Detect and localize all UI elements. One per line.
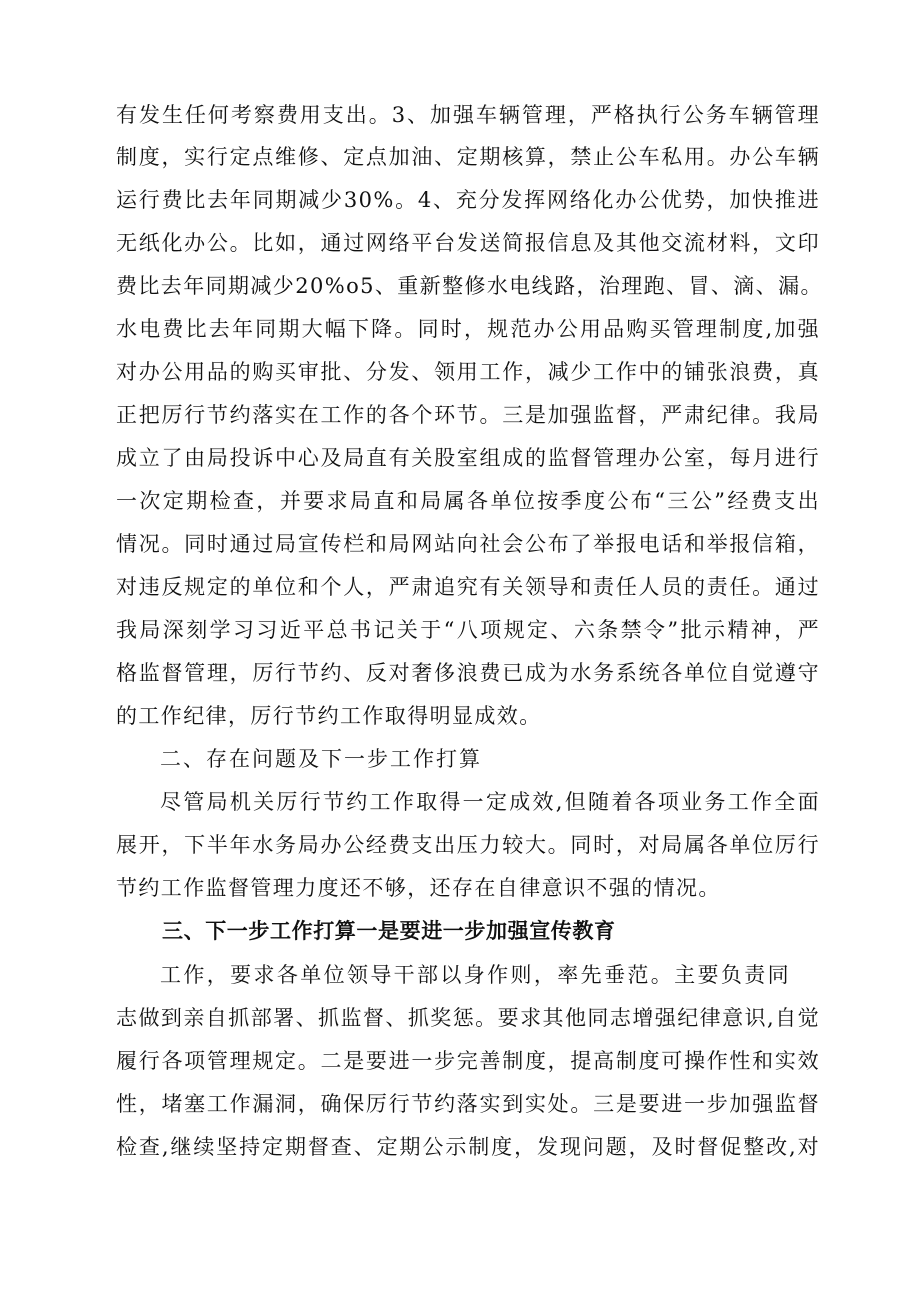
paragraph-line: 正把厉行节约落实在工作的各个环节。三是加强监督，严肃纪律。我局: [116, 403, 820, 427]
paragraph-line: 格监督管理，厉行节约、反对奢侈浪费已成为水务系统各单位自觉遵守: [116, 661, 820, 685]
paragraph-line: 志做到亲自抓部署、抓监督、抓奖惩。要求其他同志增强纪律意识,自觉: [116, 1006, 820, 1030]
paragraph-line: 情况。同时通过局宣传栏和局网站向社会公布了举报电话和举报信箱，: [116, 532, 820, 556]
paragraph-line: 无纸化办公。比如，通过网络平台发送简报信息及其他交流材料，文印: [116, 231, 820, 255]
paragraph-line: 运行费比去年同期减少30%。4、充分发挥网络化办公优势，加快推进: [116, 188, 820, 212]
section-heading-2: 二、存在问题及下一步工作打算: [160, 747, 482, 771]
paragraph-line: 一次定期检查，并要求局直和局属各单位按季度公布“三公”经费支出: [116, 489, 820, 513]
paragraph-line: 有发生任何考察费用支出。3、加强车辆管理，严格执行公务车辆管理: [116, 103, 820, 127]
paragraph-line: 水电费比去年同期大幅下降。同时，规范办公用品购买管理制度,加强: [116, 317, 820, 341]
paragraph-line: 制度，实行定点维修、定点加油、定期核算，禁止公车私用。办公车辆: [116, 145, 820, 169]
section-heading-3: 三、下一步工作打算一是要进一步加强宣传教育: [162, 919, 616, 943]
paragraph-line: 费比去年同期减少20%o5、重新整修水电线路，治理跑、冒、滴、漏。: [116, 274, 823, 298]
paragraph-line: 对办公用品的购买审批、分发、领用工作，减少工作中的铺张浪费，真: [116, 360, 820, 384]
paragraph-line: 的工作纪律，厉行节约工作取得明显成效。: [116, 704, 542, 728]
paragraph-line: 检查,继续坚持定期督查、定期公示制度，发现问题，及时督促整改,对: [116, 1135, 820, 1159]
paragraph-line: 我局深刻学习习近平总书记关于“八项规定、六条禁令”批示精神，严: [116, 618, 820, 642]
paragraph-line: 性，堵塞工作漏洞，确保厉行节约落实到实处。三是要进一步加强监督: [116, 1092, 820, 1116]
paragraph-line: 工作，要求各单位领导干部以身作则，率先垂范。主要负责同: [160, 963, 790, 987]
paragraph-line: 展开，下半年水务局办公经费支出压力较大。同时，对局属各单位厉行: [116, 833, 820, 857]
paragraph-line: 履行各项管理规定。二是要进一步完善制度，提高制度可操作性和实效: [116, 1049, 820, 1073]
paragraph-line: 成立了由局投诉中心及局直有关股室组成的监督管理办公室，每月进行: [116, 446, 820, 470]
paragraph-line: 节约工作监督管理力度还不够，还存在自律意识不强的情况。: [116, 876, 721, 900]
paragraph-line: 对违反规定的单位和个人，严肃追究有关领导和责任人员的责任。通过: [116, 575, 820, 599]
paragraph-line: 尽管局机关厉行节约工作取得一定成效,但随着各项业务工作全面: [160, 790, 820, 814]
